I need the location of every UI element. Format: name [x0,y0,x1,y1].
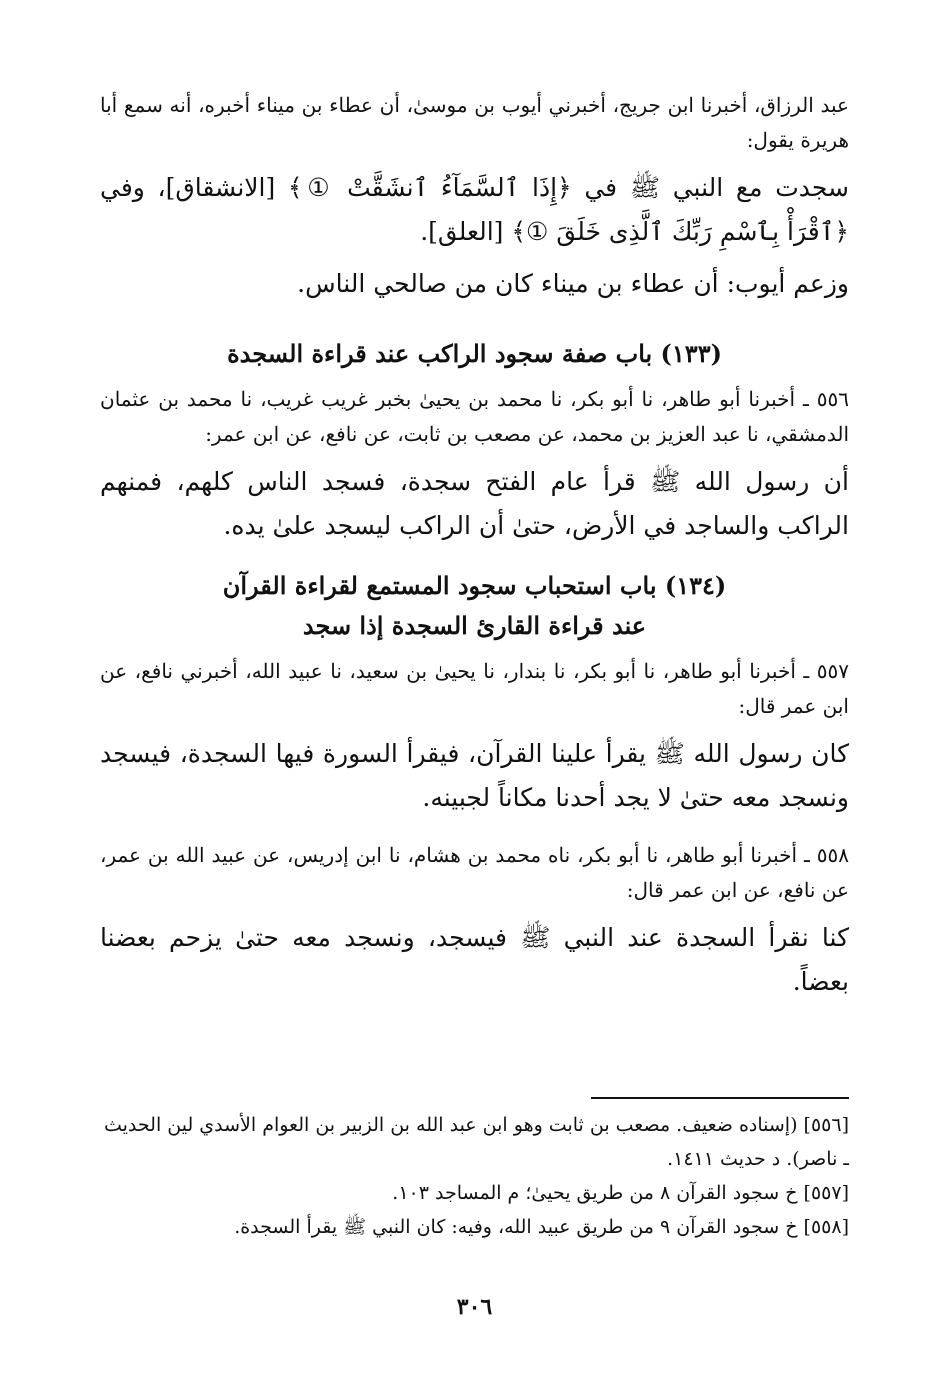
intro-matn: سجدت مع النبي ﷺ في ﴿إِذَا ٱلسَّمَآءُ ٱنشَقَّتْ ①﴾ [الانشقاق]، وفي ﴿ٱقْرَأْ بِٱسْمِ رَبِّكَ ٱلَّذِى خَلَقَ ①﴾ [العلق]. [100,173,849,246]
hadith-557-matn: كان رسول الله ﷺ يقرأ علينا القرآن، فيقرأ السورة فيها السجدة، فيسجد ونسجد معه حتىٰ لا يجد أحدنا مكاناً لجبينه. [100,739,849,812]
chapter-133-heading: (١٣٣) باب صفة سجود الراكب عند قراءة السجدة [227,339,722,368]
page-number: ٣٠٦ [456,1294,493,1320]
hadith-556-matn: أن رسول الله ﷺ قرأ عام الفتح سجدة، فسجد الناس كلهم، فمنهم الراكب والساجد في الأرض، حتىٰ أن الراكب ليسجد علىٰ يده. [100,467,849,540]
intro-note: وزعم أيوب: أن عطاء بن ميناء كان من صالحي الناس. [297,269,849,298]
chapter-134-heading-line2: عند قراءة القارئ السجدة إذا سجد [302,611,647,640]
intro-isnad: عبد الرزاق، أخبرنا ابن جريج، أخبرني أيوب بن موسىٰ، أن عطاء بن ميناء أخبره، أنه سمع أبا هريرة يقول: [100,93,849,152]
footnote-556: [٥٥٦] (إسناده ضعيف. مصعب بن ثابت وهو ابن عبد الله بن الزبير بن العوام الأسدي لين الحديث ـ ناصر). د حديث ١٤١١. [103,1114,849,1170]
hadith-557-isnad: ٥٥٧ ـ أخبرنا أبو طاهر، نا أبو بكر، نا بندار، نا يحيىٰ بن سعيد، نا عبيد الله، أخبرني نافع، عن ابن عمر قال: [100,659,849,718]
footnote-558: [٥٥٨] خ سجود القرآن ٩ من طريق عبيد الله، وفيه: كان النبي ﷺ يقرأ السجدة. [234,1216,849,1238]
hadith-556-isnad: ٥٥٦ ـ أخبرنا أبو طاهر، نا أبو بكر، نا محمد بن يحيىٰ بخبر غريب غريب، نا محمد بن عثمان الدمشقي، نا عبد العزيز بن محمد، عن مصعب بن ثابت، عن نافع، عن ابن عمر: [100,387,849,446]
footnotes [100,1108,849,1244]
hadith-558-matn: كنا نقرأ السجدة عند النبي ﷺ فيسجد، ونسجد معه حتىٰ يزحم بعضنا بعضاً. [100,923,849,996]
chapter-134-heading-line1: (١٣٤) باب استحباب سجود المستمع لقراءة القرآن [222,571,727,600]
footnote-557: [٥٥٧] خ سجود القرآن ٨ من طريق يحيىٰ؛ م المساجد ١٠٣. [392,1182,849,1204]
hadith-558-isnad: ٥٥٨ ـ أخبرنا أبو طاهر، نا أبو بكر، ناه محمد بن هشام، نا ابن إدريس، عن عبيد الله بن عمر، عن نافع، عن ابن عمر قال: [100,843,849,902]
footnote-divider [591,1097,849,1099]
